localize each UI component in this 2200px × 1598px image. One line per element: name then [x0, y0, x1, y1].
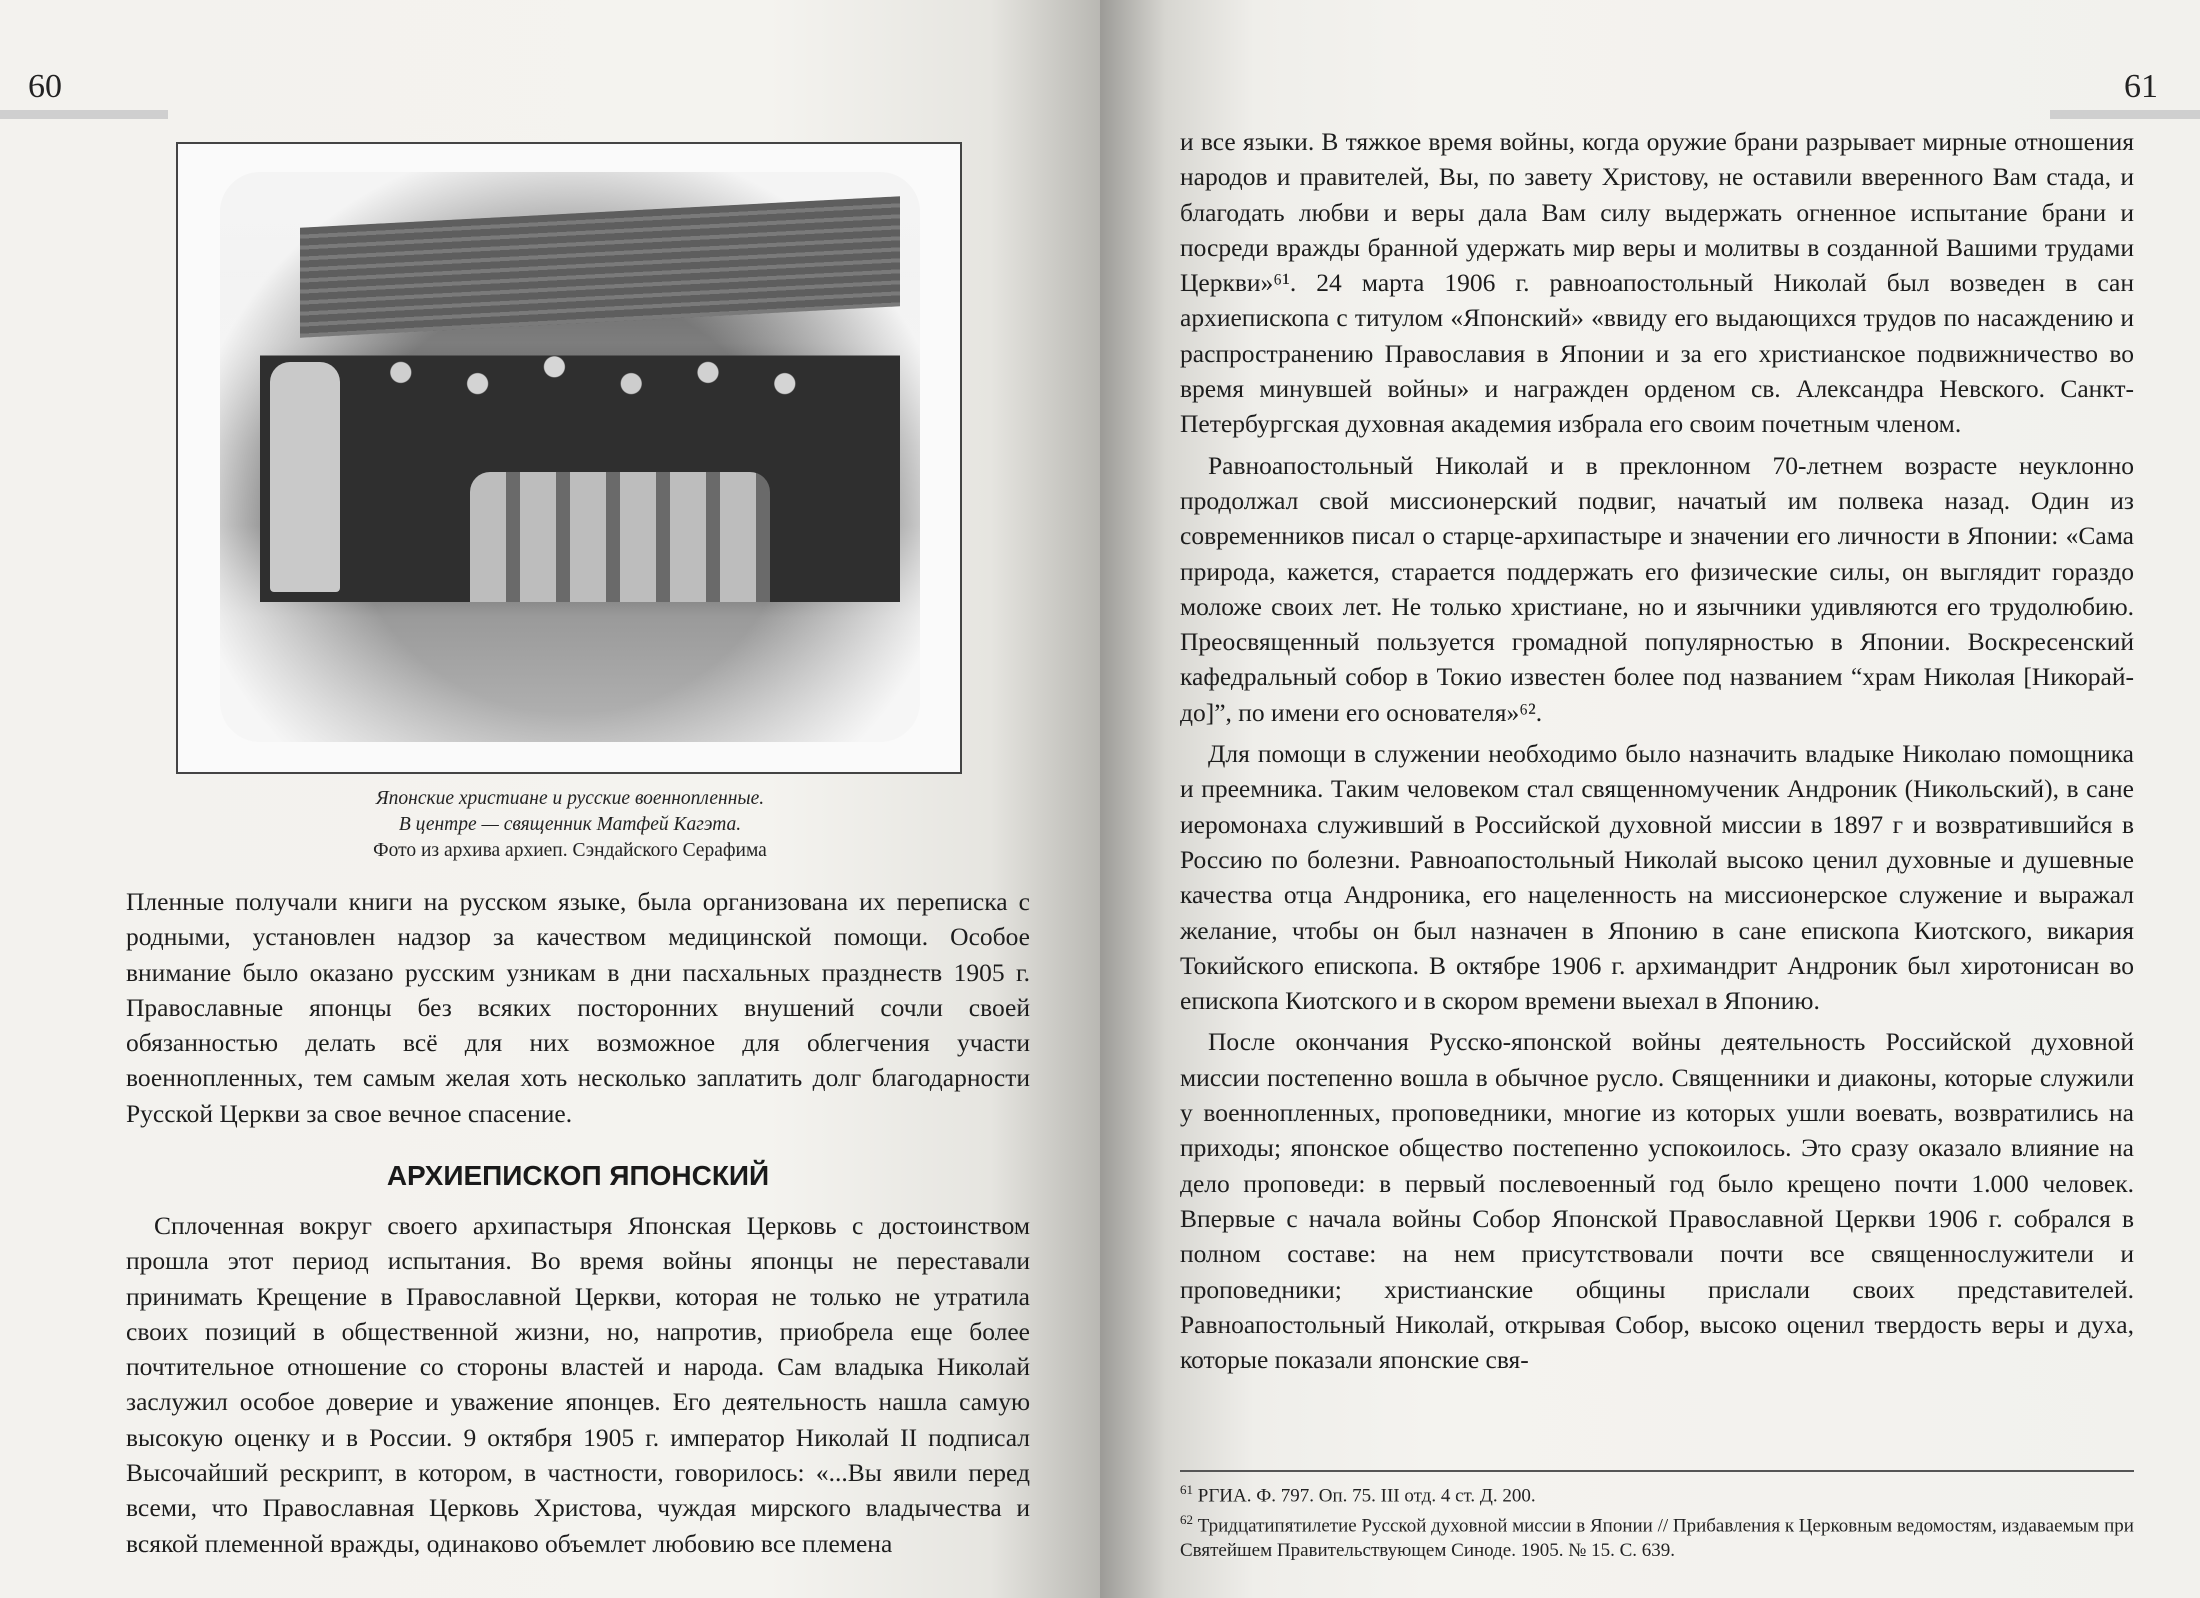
- right-text-block: [1180, 124, 2134, 1383]
- photo-roof: [300, 196, 900, 337]
- footnote-mark: 61: [1180, 1482, 1193, 1497]
- footnote-rule: [1180, 1470, 2134, 1472]
- page-number-right: 61: [2124, 68, 2158, 105]
- caption-line-1: Японские христиане и русские военнопленные.: [375, 788, 765, 809]
- footnote-61: [1180, 1478, 2134, 1508]
- photo-frame: [176, 142, 962, 774]
- header-rule-left: [0, 110, 168, 119]
- footnote-62: [1180, 1508, 2134, 1562]
- section-heading: АРХИЕПИСКОП ЯПОНСКИЙ: [386, 1160, 770, 1191]
- footnote-mark: 62: [1180, 1512, 1193, 1528]
- paragraph: Сплоченная вокруг своего архипастыря Японская Церковь с достоинством прошла этот период испытания. Во время войны японцы не переставали принимать Крещение в Православной Церкви, которая не только не утратила своих позиций в общественной жизни, но, напротив, приобрела еще более почтительное отношение со стороны властей и народа. Сам владыка Николай заслужил особое доверие и уважение японцев. Его деятельность нашла самую высокую оценку и в России. 9 октября 1905 г. император Николай II подписал Высочайший рескрипт, в котором, в частности, говорилось: «...Вы явили перед всеми, что Православная Церковь Христова, чуждая мирского владычества и всякой племенной вражды, одинаково объемлет любовию все племена: [126, 1211, 1030, 1558]
- right-page: [1100, 0, 2200, 1598]
- caption-line-2: В центре — священник Матфей Кагэта.: [398, 814, 742, 835]
- group-photo: [220, 172, 920, 742]
- header-rule-right: [2050, 110, 2200, 119]
- footnote-text: Тридцатипятилетие Русской духовной миссии в Японии // Прибавления к Церковным ведомостям, издаваемым при Святейшем Правительствующем Синоде. 1905. № 15. С. 639.: [1180, 1515, 2134, 1561]
- paragraph: Равноапостольный Николай и в преклонном 70-летнем возрасте неуклонно продолжал свой миссионерский подвиг, начатый им полвека назад. Один из современников писал о старце-архипастыре и значении его личности в Японии: «Сама природа, кажется, старается поддержать его физические силы, он выглядит гораздо моложе своих лет. Не только христиане, но и язычники удивляются его трудолюбию. Преосвященный пользуется громадной популярностью в Японии. Воскресенский кафедральный собор в Токио известен более под названием “храм Николая [Никорай-до]”, по имени его основателя»⁶².: [1180, 450, 2134, 727]
- page-number-left: 60: [28, 68, 62, 105]
- photo-officer: [270, 362, 340, 592]
- paragraph: Пленные получали книги на русском языке, была организована их переписка с родными, установлен надзор за качеством медицинской помощи. Особое внимание было оказано русским узникам в дни пасхальных празднеств 1905 г. Православные японцы без всяких посторонних внушений сочли своей обязанностью делать всё для них возможное для облегчения участи военнопленных, тем самым желая хоть несколько заплатить долг благодарности Русской Церкви за свое вечное спасение.: [126, 887, 1030, 1128]
- photo-children: [470, 472, 770, 602]
- left-text-block-1: [126, 884, 1030, 1131]
- caption-line-3: Фото из архива архиеп. Сэндайского Серафима: [373, 840, 767, 861]
- photo-caption: [150, 786, 990, 864]
- paragraph: Для помощи в служении необходимо было назначить владыке Николаю помощника и преемника. Таким человеком стал священномученик Андроник (Никольский), в сане иеромонаха служивший в Российской духовной миссии в 1897 г и возвратившийся в Россию по болезни. Равноапостольный Николай высоко ценил духовные и душевные качества отца Андроника, его нацеленность на миссионерское служение и выражал желание, чтобы он был назначен в Японию в сане епископа Киотского, викария Токийского епископа. В октябре 1906 г. архимандрит Андроник был хиротонисан во епископа Киотского и в скором времени выехал в Японию.: [1180, 739, 2134, 1016]
- footnotes: [1180, 1478, 2134, 1563]
- left-text-block-2: [126, 1208, 1030, 1561]
- paragraph: и все языки. В тяжкое время войны, когда оружие брани разрывает мирные отношения народов и правителей, Вы, по завету Христову, не оставили вверенного Вам стада, и благодать любви и веры дала Вам силу выдержать огненное испытание брани и посреди вражды бранной удержать мир веры и молитвы в созданной Вашими трудами Церкви»⁶¹. 24 марта 1906 г. равноапостольный Николай был возведен в сан архиепископа с титулом «Японский» «ввиду его выдающихся трудов по насаждению и распространению Православия в Японии и за его христианское подвижничество во время минувшей войны» и награжден орденом св. Александра Невского. Санкт-Петербургская духовная академия избрала его своим почетным членом.: [1180, 127, 2134, 439]
- footnote-text: РГИА. Ф. 797. Оп. 75. III отд. 4 ст. Д. 200.: [1197, 1485, 1536, 1507]
- paragraph: После окончания Русско-японской войны деятельность Российской духовной миссии постепенно вошла в обычное русло. Священники и диаконы, которые служили у военнопленных, проповедники, многие из которых ушли воевать, возвратились на приходы; японское общество постепенно успокоилось. Это сразу оказало влияние на дело проповеди: в первый послевоенный год было крещено почти 1.000 человек. Впервые с начала войны Собор Японской Православной Церкви 1906 г. собрался в полном составе: на нем присутствовали почти все священнослужители и проповедники; христианские общины прислали своих представителей. Равноапостольный Николай, открывая Собор, высоко оценил твердость веры и духа, которые показали японские свя-: [1180, 1027, 2134, 1375]
